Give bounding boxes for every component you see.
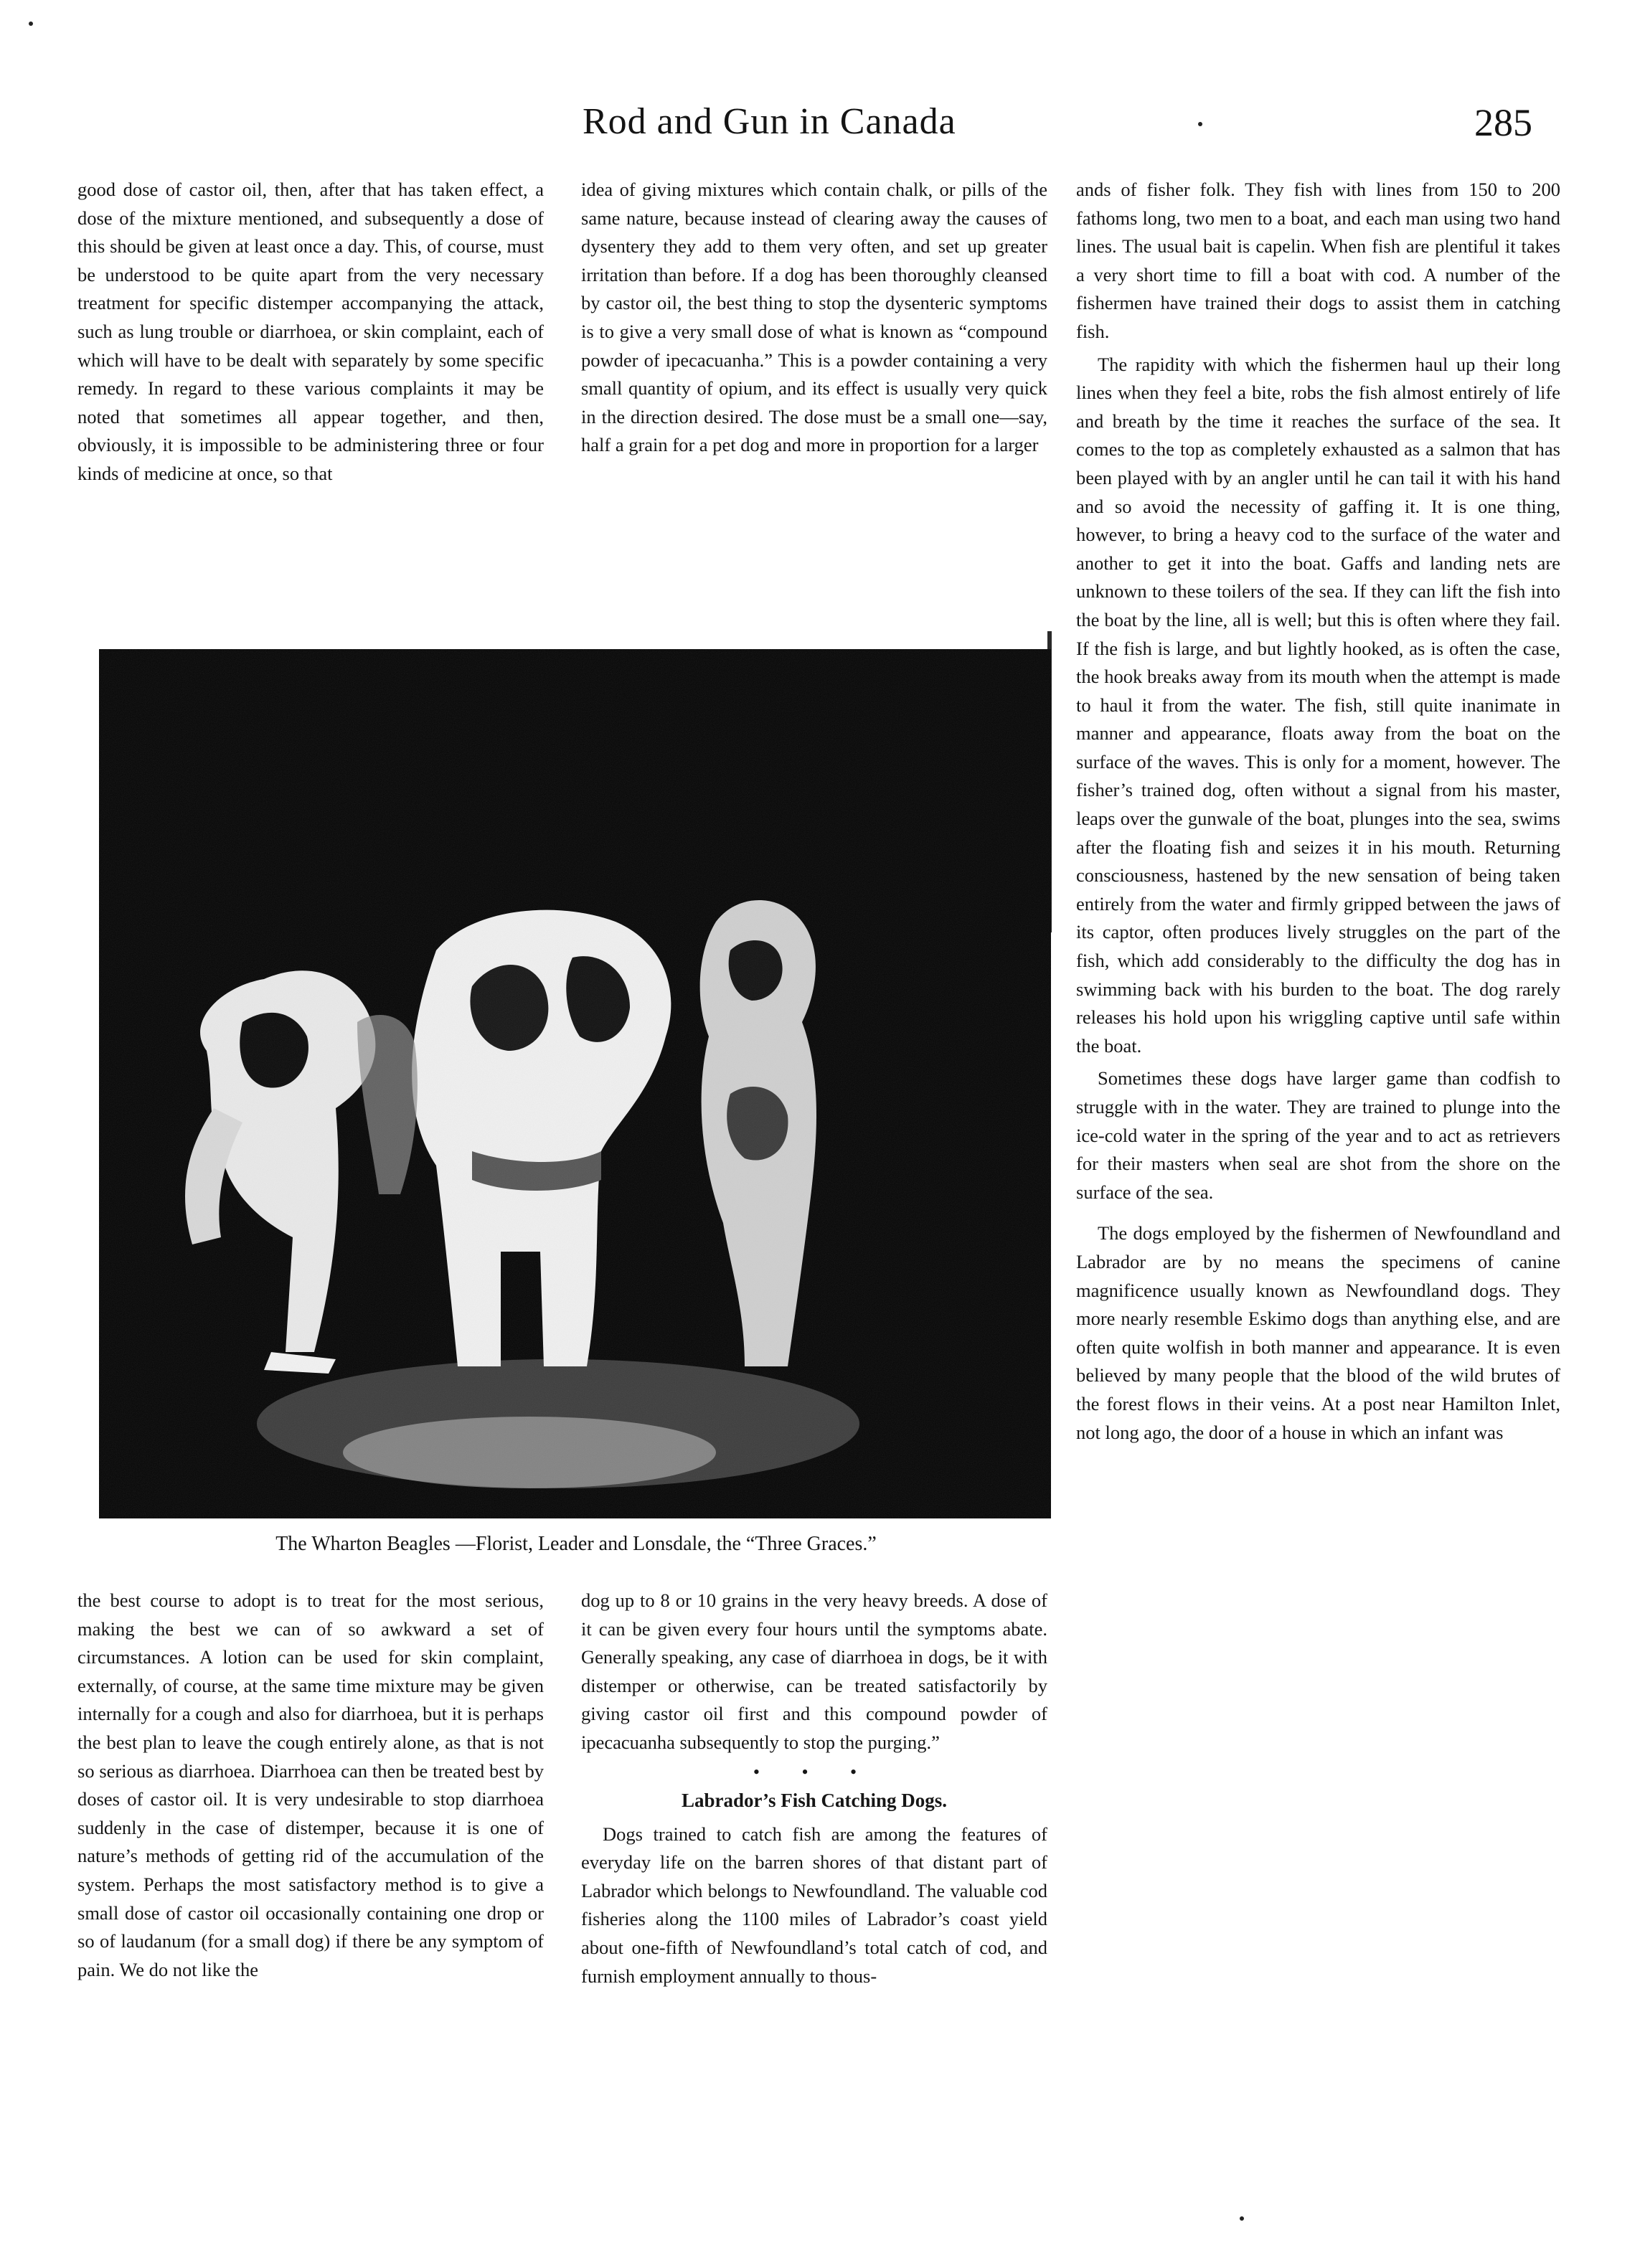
running-title: Rod and Gun in Canada: [583, 101, 956, 142]
photo-caption: The Wharton Beagles —Florist, Leader and Lonsdale, the “Three Graces.”: [275, 1533, 877, 1555]
paragraph: idea of giving mixtures which contain chalk, or pills of the same nature, because instead of clearing away the causes of dysentery they add to them very often, and set up greater irritation than before. If a dog has been thoroughly cleansed by castor oil, the best thing to stop the dysenteric symptoms is to give a very small dose of what is known as “compound powder of ipecacuanha.” This is a powder containing a very small quantity of opium, and its effect is usually very quick in the direction desired. The dose must be a small one—say, half a grain for a pet dog and more in proportion for a larger: [581, 179, 1047, 456]
column-top-middle: [581, 176, 1047, 460]
column-right: [1076, 176, 1560, 1447]
section-break: • • •: [753, 1761, 876, 1782]
page-number: 285: [1474, 101, 1532, 144]
paragraph: Sometimes these dogs have larger game than codfish to struggle with in the water. They are trained to plunge into the ice-cold water in the spring of the year and to act as retrievers for their masters when seal are shot from the shore on the surface of the sea.: [1076, 1067, 1560, 1203]
beagles-photo-svg: [99, 649, 1051, 1518]
paragraph: the best course to adopt is to treat for the most serious, making the best we can of so awkward a set of circumstances. A lotion can be used for skin complaint, externally, of course, at the same time mixture may be given internally for a cough and also for diarrhoea, but it is perhaps the best plan to leave the cough entirely alone, as that is not so serious as diarrhoea. Diarrhoea can then be treated best by doses of castor oil. It is very undesirable to stop diarrhoea suddenly in the case of distemper, because it is one of nature’s methods of getting rid of the accumulation of the system. Perhaps the most satisfactory method is to give a small dose of castor oil occasionally containing one drop or so of laudanum (for a small dog) if there be any symptom of pain. We do not like the: [77, 1589, 544, 1980]
column-top-left: [77, 176, 544, 488]
photograph-three-beagles: [99, 649, 1051, 1518]
column-bottom-left: [77, 1587, 544, 1984]
print-speck: [1198, 122, 1202, 126]
paragraph: ands of fisher folk. They fish with lines from 150 to 200 fathoms long, two men to a boat, and each man using two hand lines. The usual bait is capelin. When fish are plentiful it takes a very short time to fill a boat with cod. A number of the fishermen have trained their dogs to assist them in catching fish.: [1076, 179, 1560, 342]
paragraph: good dose of castor oil, then, after that has taken effect, a dose of the mixture mentioned, and subsequently a dose of this should be given at least once a day. This, of course, must be understood to be quite apart from the very necessary treatment for specific distemper accompanying the attack, such as lung trouble or diarrhoea, or skin complaint, each of which will have to be dealt with separately by some specific remedy. In regard to these various complaints it may be noted that sometimes all appear together, and then, obviously, it is impossible to be administering three or four kinds of medicine at once, so that: [77, 179, 544, 484]
print-speck: [29, 22, 33, 26]
paragraph: dog up to 8 or 10 grains in the very heavy breeds. A dose of it can be given every four hours until the symptoms abate. Generally speaking, any case of diarrhoea in dogs, be it with distemper or otherwise, can be treated satisfactorily by giving castor oil first and this compound powder of ipecacuanha subsequently to stop the purging.”: [581, 1589, 1047, 1753]
section-heading: Labrador’s Fish Catching Dogs.: [681, 1789, 948, 1811]
paragraph: The dogs employed by the fishermen of Newfoundland and Labrador are by no means the specimens of canine magnificence usually known as Newfoundland dogs. They more nearly resemble Eskimo dogs than anything else, and are often quite wolfish in both manner and appearance. It is even believed by many people that the blood of the wild brutes of the forest flows in their veins. At a post near Hamilton Inlet, not long ago, the door of a house in which an infant was: [1076, 1222, 1560, 1443]
paragraph: The rapidity with which the fishermen haul up their long lines when they feel a bite, robs the fish almost entirely of life and breath by the time it reaches the surface of the sea. It comes to the top as completely exhausted as a salmon that has been played with by an angler until he can tail it with his hand and so avoid the necessity of gaffing it. It is one thing, however, to bring a heavy cod to the surface of the water and another to get it into the boat. Gaffs and landing nets are unknown to these toilers of the sea. If they can lift the fish into the boat by the line, all is well; but this is often where they fail. If the fish is large, and but lightly hooked, as is often the case, the hook breaks away from its mouth when the attempt is made to haul it from the water. The fish, still quite inanimate in manner and appearance, floats away from the boat on the surface of the waves. This is only for a moment, however. The fisher’s trained dog, often without a signal from his master, leaps over the gunwale of the boat, plunges into the sea, swims after the floating fish and seizes it in his mouth. Returning consciousness, hastened by the new sensation of being taken entirely from the water and firmly gripped between the jaws of its captor, often produces lively struggles on the part of the fish, which add considerably to the difficulty the dog has in swimming back with his burden to the boat. The dog rarely releases his hold upon his wriggling captive until safe within the boat.: [1076, 353, 1560, 1057]
column-bottom-middle: [581, 1587, 1047, 1990]
page-header: [0, 100, 1645, 158]
print-speck: [1240, 2216, 1244, 2221]
paragraph: Dogs trained to catch fish are among the features of everyday life on the barren shores of that distant part of Labrador which belongs to Newfoundland. The valuable cod fisheries along the 1100 miles of Labrador’s coast yield about one-fifth of Newfoundland’s total catch of cod, and furnish employment annually to thous-: [581, 1823, 1047, 1987]
